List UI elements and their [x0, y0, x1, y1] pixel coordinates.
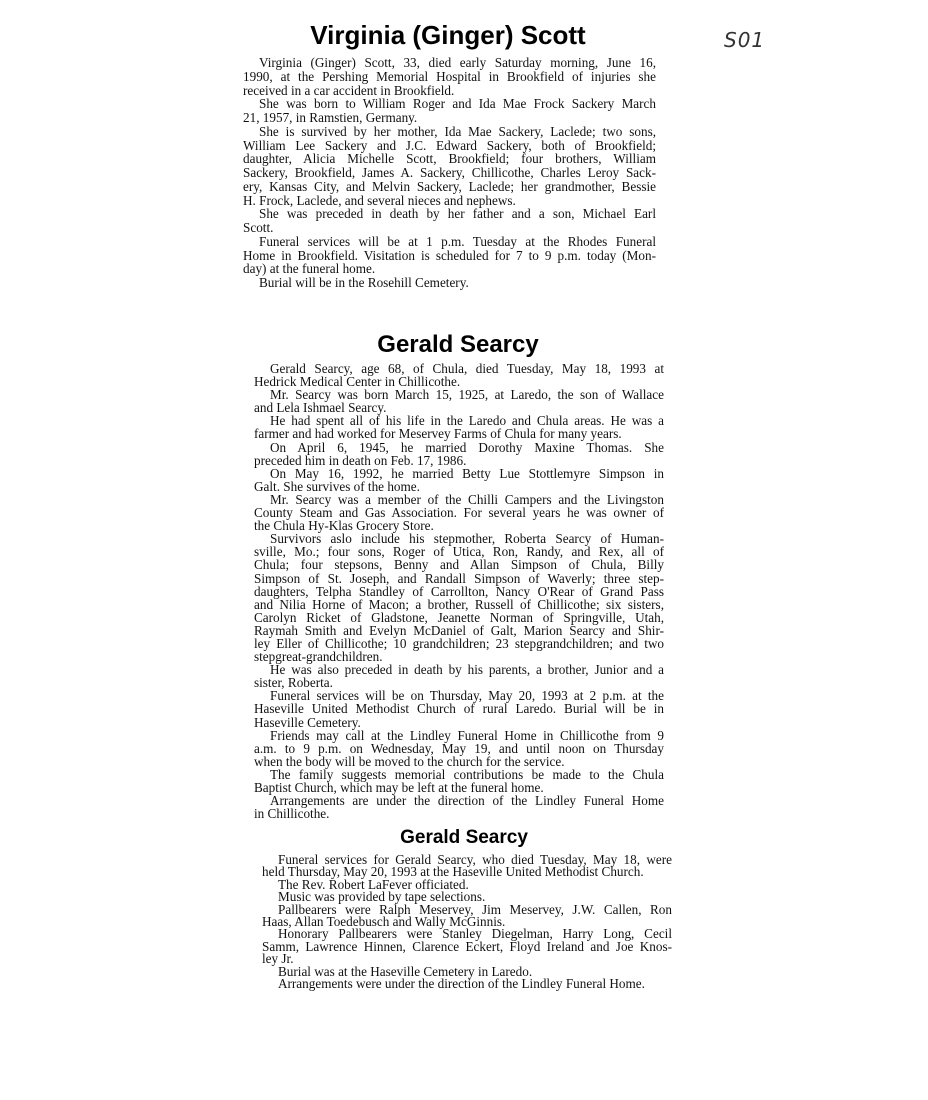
paragraph-line: Funeral services for Gerald Searcy, who died Tuesday, May 18, were — [278, 852, 672, 867]
paragraph-line: ley Jr. — [262, 951, 294, 967]
paragraph-line: Galt. She survives of the home. — [254, 478, 420, 494]
obituary-title-searcy: Gerald Searcy — [377, 331, 539, 358]
paragraph-line: Carolyn Ricket of Gladstone, Jeanette Norman of Springville, Utah, — [254, 609, 664, 625]
paragraph-line: received in a car accident in Brookfield. — [243, 82, 455, 98]
paragraph-line: Samm, Lawrence Hinnen, Clarence Eckert, Floyd Ireland and Joe Knos- — [262, 938, 672, 954]
paragraph-line: Mr. Searcy was a member of the Chilli Campers and the Livingston — [270, 491, 664, 507]
paragraph-line: Burial will be in the Rosehill Cemetery. — [259, 275, 469, 290]
paragraph-line: Survivors aslo include his stepmother, Roberta Searcy of Human- — [270, 531, 664, 547]
paragraph-line: Virginia (Ginger) Scott, 33, died early Saturday morning, June 16, — [259, 55, 656, 70]
paragraph-line: County Steam and Gas Association. For several years he was owner of — [254, 505, 664, 521]
paragraph-line: William Lee Sackery and J.C. Edward Sackery, both of Brookfield; — [243, 137, 656, 153]
paragraph-line: On May 16, 1992, he married Betty Lue Stottlemyre Simpson in — [270, 465, 664, 481]
paragraph-line: Sackery, Brookfield, James A. Sackery, Chillicothe, Charles Leroy Sack- — [243, 165, 656, 180]
paragraph-line: He had spent all of his life in the Laredo and Chula areas. He was a — [270, 413, 664, 429]
paragraph-line: Pallbearers were Ralph Meservey, Jim Meservey, J.W. Callen, Ron — [278, 901, 672, 917]
paragraph-line: Music was provided by tape selections. — [278, 889, 486, 905]
paragraph-line: Chula; four stepsons, Benny and Allan Simpson of Chula, Billy — [254, 557, 664, 573]
paragraph-line: The Rev. Robert LaFever officiated. — [278, 876, 469, 892]
paragraph-line: day) at the funeral home. — [243, 261, 376, 277]
paragraph-line: farmer and had worked for Meservey Farms of Chula for many years. — [254, 426, 622, 442]
funeral-notice-title-searcy: Gerald Searcy — [400, 827, 528, 848]
obituary-body-scott — [243, 56, 656, 290]
paragraph-line: Simpson of St. Joseph, and Randall Simpson of Waverly; three step- — [254, 570, 664, 586]
paragraph-line: daughters, Telpha Standley of Carrollton, Nancy O'Rear of Grand Pass — [254, 583, 664, 599]
paragraph-line: sister, Roberta. — [254, 675, 333, 691]
paragraph-line: Funeral services will be on Thursday, May 20, 1993 at 2 p.m. at the — [270, 688, 664, 704]
paragraph-line: H. Frock, Laclede, and several nieces and nephews. — [243, 192, 516, 208]
paragraph-line: Arrangements were under the direction of the Lindley Funeral Home. — [278, 976, 645, 992]
paragraph-line: She was born to William Roger and Ida Mae Frock Sackery March — [259, 96, 656, 112]
paragraph-line: Haas, Allan Toedebusch and Wally McGinnis. — [262, 914, 506, 930]
paragraph-line: 21, 1957, in Ramstien, Germany. — [243, 110, 418, 125]
paragraph-line: stepgreat-grandchildren. — [254, 649, 383, 665]
paragraph-line: She was preceded in death by her father and a son, Michael Earl — [259, 206, 656, 222]
paragraph-line: sville, Mo.; four sons, Roger of Utica, Ron, Randy, and Rex, all of — [254, 544, 664, 560]
paragraph-line: On April 6, 1945, he married Dorothy Maxine Thomas. She — [270, 439, 664, 455]
obituary-title-scott: Virginia (Ginger) Scott — [310, 20, 586, 50]
paragraph-line: and Nilia Horne of Macon; a brother, Russell of Chillicothe; six sisters, — [254, 596, 664, 612]
funeral-notice-body-searcy — [262, 854, 672, 990]
paragraph-line: He was also preceded in death by his parents, a brother, Junior and a — [270, 662, 664, 678]
paragraph-line: Arrangements are under the direction of the Lindley Funeral Home — [270, 793, 664, 809]
paragraph-line: Raymah Smith and Evelyn McDaniel of Galt, Marion Searcy and Shir- — [254, 622, 664, 638]
paragraph-line: 1990, at the Pershing Memorial Hospital in Brookfield of injuries she — [243, 68, 656, 84]
paragraph-line: ery, Kansas City, and Melvin Sackery, Laclede; her grandmother, Bessie — [243, 178, 656, 194]
paragraph-line: when the body will be moved to the church for the service. — [254, 753, 565, 769]
paragraph-line: Honorary Pallbearers were Stanley Diegelman, Harry Long, Cecil — [278, 926, 672, 942]
paragraph-line: Hedrick Medical Center in Chillicothe. — [254, 374, 461, 390]
paragraph-line: ley Eller of Chillicothe; 10 grandchildren; 23 stepgrandchildren; and two — [254, 635, 664, 651]
paragraph-line: Haseville Cemetery. — [254, 714, 361, 730]
paragraph-line: daughter, Alicia Michelle Scott, Brookfield; four brothers, William — [243, 151, 656, 167]
paragraph-line: The family suggests memorial contributions be made to the Chula — [270, 766, 664, 782]
paragraph-line: Mr. Searcy was born March 15, 1925, at Laredo, the son of Wallace — [270, 387, 664, 403]
paragraph-line: Scott. — [243, 220, 274, 235]
paragraph-line: Haseville United Methodist Church of rural Laredo. Burial will be in — [254, 701, 664, 717]
paragraph-line: Home in Brookfield. Visitation is scheduled for 7 to 9 p.m. today (Mon- — [243, 247, 656, 263]
paragraph-line: and Lela Ishmael Searcy. — [254, 400, 387, 416]
obituary-body-searcy — [254, 362, 664, 820]
paragraph-line: the Chula Hy-Klas Grocery Store. — [254, 518, 434, 534]
handwritten-page-number: S01 — [724, 28, 766, 52]
paragraph-line: a.m. to 9 p.m. on Wednesday, May 19, and until noon on Thursday — [254, 740, 664, 756]
paragraph-line: held Thursday, May 20, 1993 at the Haseville United Methodist Church. — [262, 864, 644, 880]
paragraph-line: in Chillicothe. — [254, 806, 330, 822]
paragraph-line: She is survived by her mother, Ida Mae Sackery, Laclede; two sons, — [259, 123, 656, 139]
paragraph-line: Gerald Searcy, age 68, of Chula, died Tuesday, May 18, 1993 at — [270, 361, 664, 376]
paragraph-line: Friends may call at the Lindley Funeral Home in Chillicothe from 9 — [270, 727, 664, 743]
paragraph-line: Funeral services will be at 1 p.m. Tuesday at the Rhodes Funeral — [259, 233, 656, 249]
paragraph-line: Baptist Church, which may be left at the funeral home. — [254, 780, 544, 795]
paragraph-line: preceded him in death on Feb. 17, 1986. — [254, 452, 467, 468]
paragraph-line: Burial was at the Haseville Cemetery in Laredo. — [278, 963, 533, 979]
